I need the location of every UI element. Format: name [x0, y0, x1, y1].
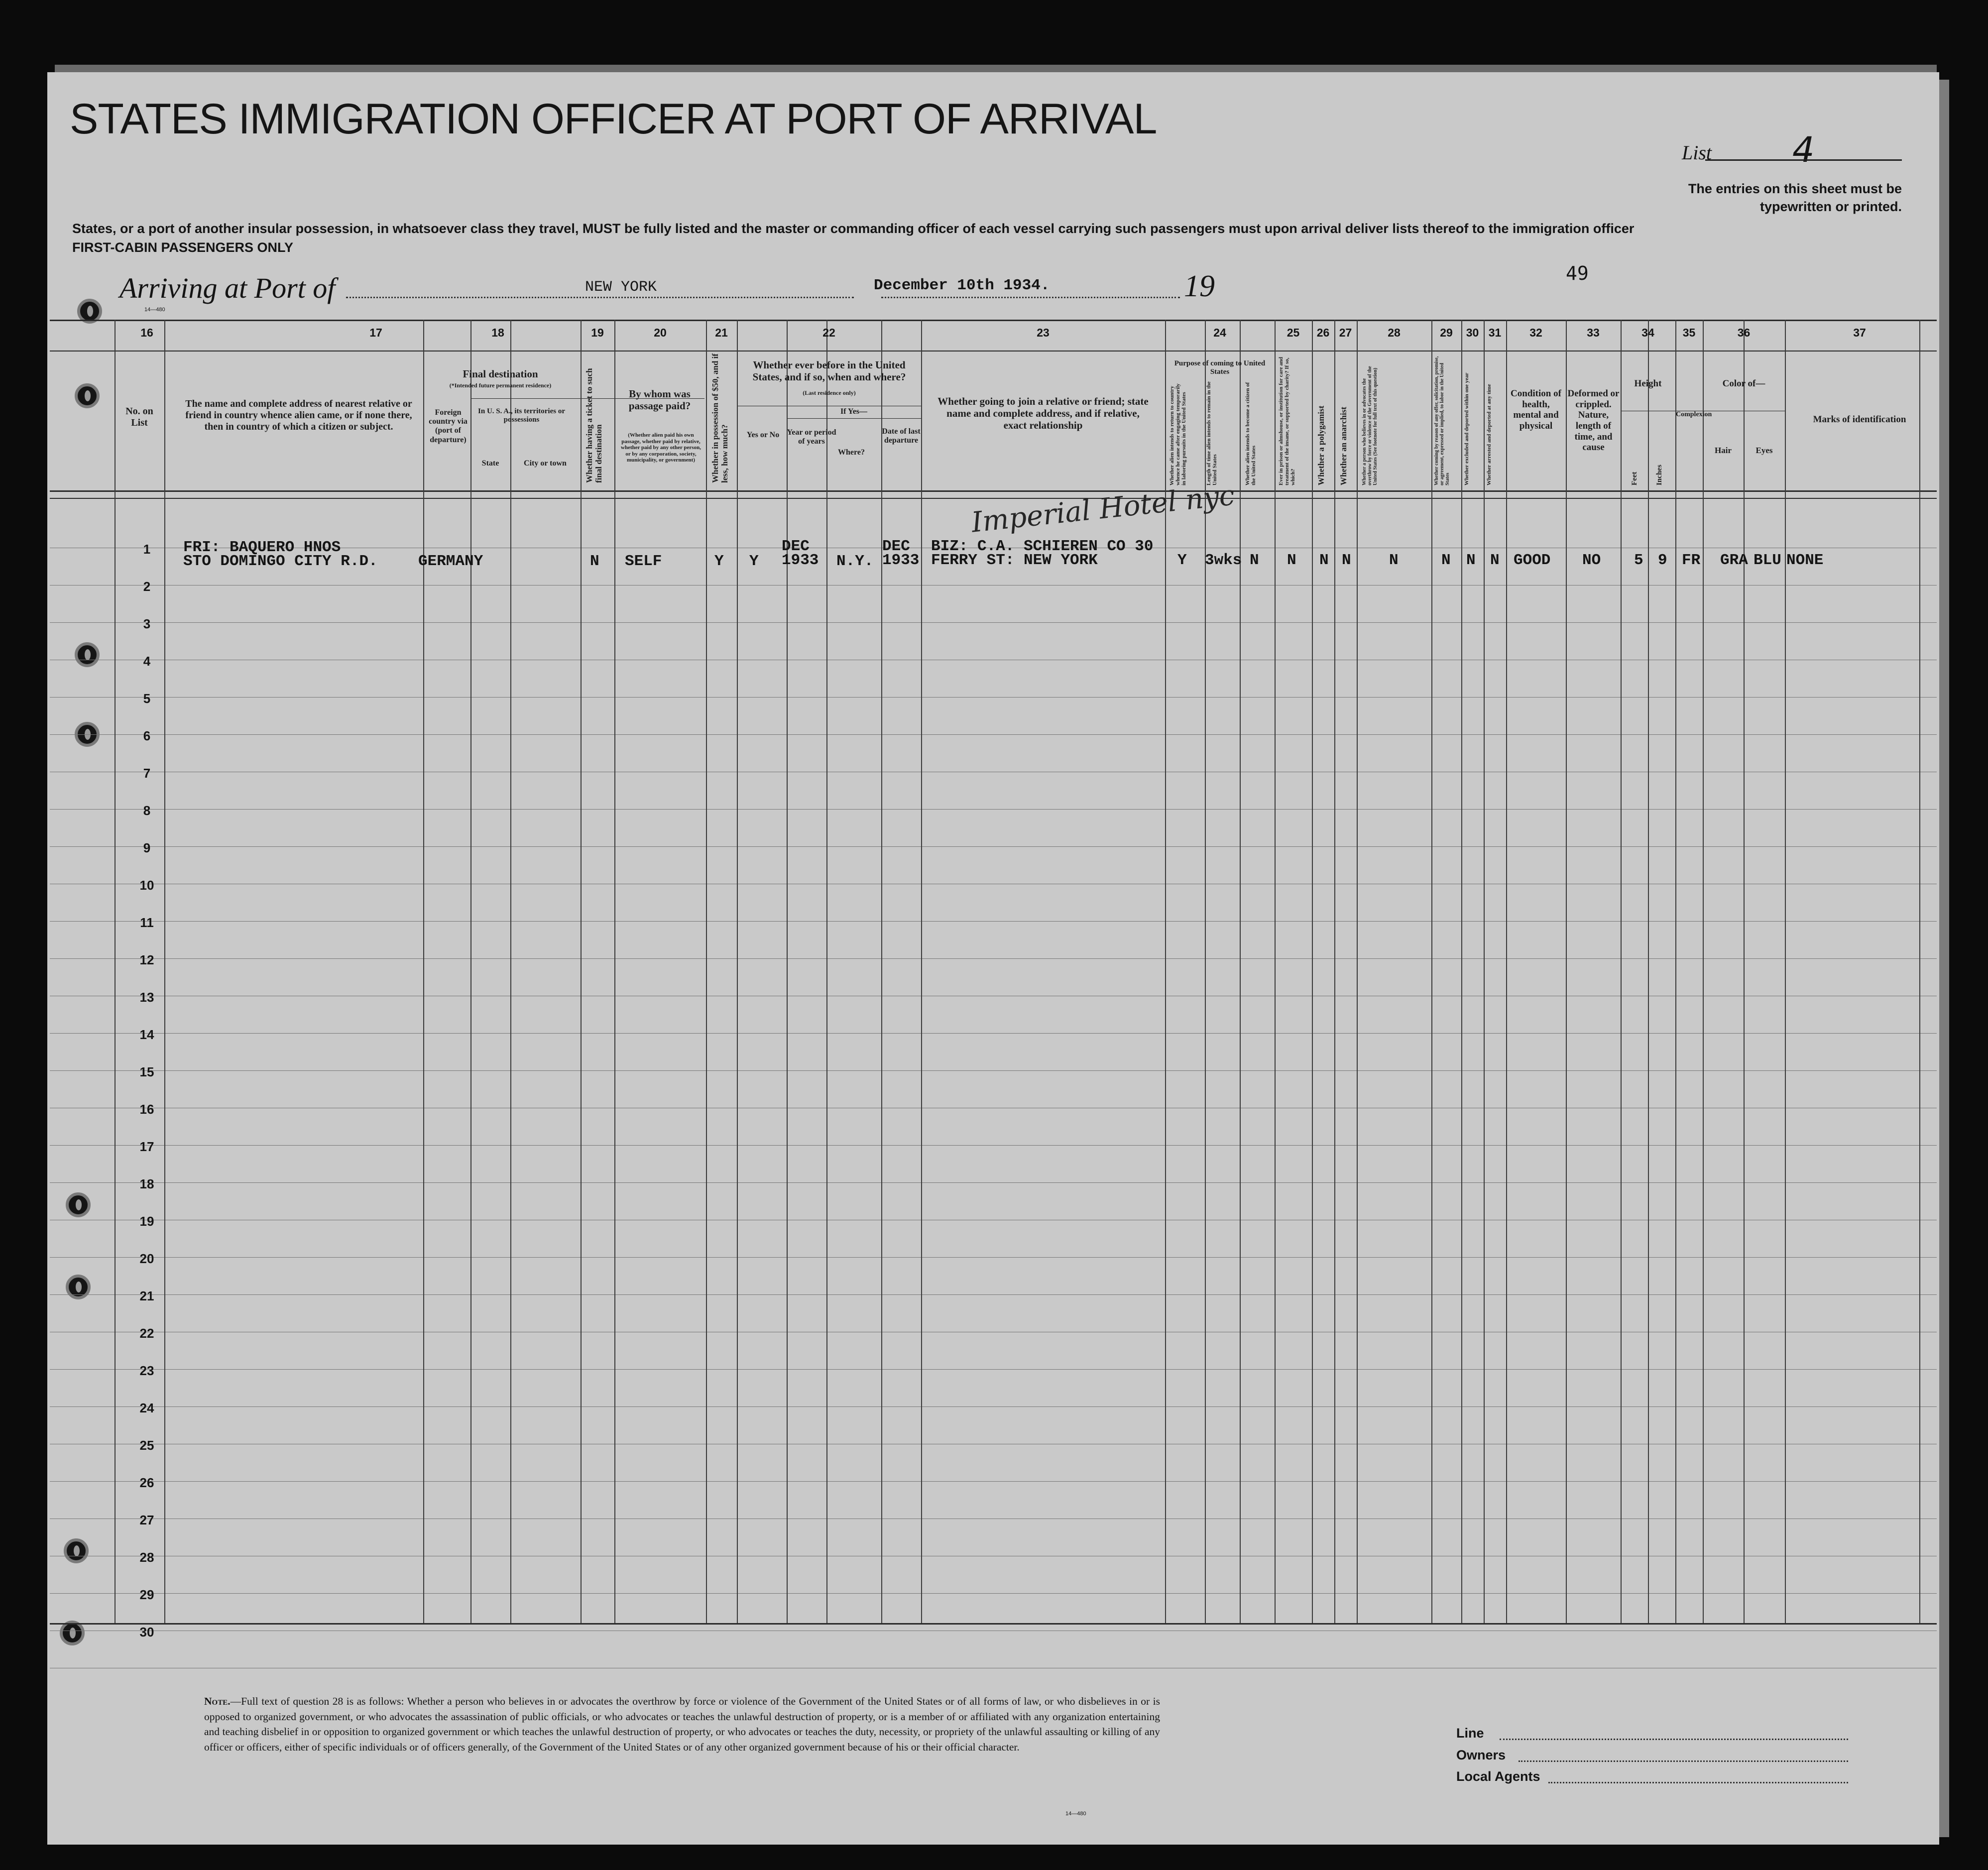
header-c24-c: Whether alien intends to become a citizen of the United States	[1245, 382, 1257, 485]
column-rule	[1919, 320, 1920, 1623]
row-number: 13	[139, 990, 154, 1005]
column-rule	[1785, 320, 1786, 1623]
row-number: 20	[139, 1251, 154, 1266]
entry-excluded: N	[1466, 552, 1476, 569]
list-label: List	[1682, 141, 1712, 164]
column-rule	[1334, 320, 1335, 1623]
row-rule	[50, 1033, 1937, 1034]
row-number: 5	[143, 691, 151, 706]
header-bottom-border-2	[50, 498, 1937, 499]
port-dotted-line	[346, 297, 854, 298]
header-c24-a: Whether alien intends to return to country whence he came after engaging temporarily in laboring pursuits in the United States	[1169, 383, 1187, 485]
list-number: 4	[1792, 129, 1815, 170]
header-c36-title: Color of—	[1722, 378, 1765, 389]
entry-height-inches: 9	[1658, 552, 1667, 569]
row-number: 28	[139, 1550, 154, 1565]
entry-return-intent: Y	[1177, 552, 1187, 569]
table-top-border	[50, 320, 1937, 321]
row-number: 24	[139, 1401, 154, 1415]
column-rule	[826, 320, 827, 1623]
column-rule	[510, 320, 511, 1623]
header-c34-feet: Feet	[1631, 471, 1638, 485]
header-c22-where: Where?	[838, 448, 865, 457]
header-c22-title: Whether ever before in the United States, and if so, when and where?	[752, 359, 906, 383]
row-rule	[50, 846, 1937, 847]
entry-deported: N	[1490, 552, 1500, 569]
header-c22-date: Date of last departure	[882, 427, 921, 445]
header-c36-eyes: Eyes	[1755, 446, 1773, 455]
row-number: 18	[139, 1176, 154, 1191]
column-number: 18	[491, 326, 504, 339]
column-number: 31	[1488, 326, 1502, 339]
intro-text: States, or a port of another insular possession, in whatsoever class they travel, MUST be fully listed and the master or commanding officer of each vessel carrying such passengers must upon arrival deliver lists thereof to the immigration officer	[72, 221, 1635, 236]
entry-date-line1: DEC	[882, 538, 910, 555]
column-rule	[470, 320, 471, 1623]
note-label: Note.	[204, 1695, 231, 1707]
column-number: 32	[1529, 326, 1542, 339]
row-rule	[50, 1294, 1937, 1295]
column-number: 19	[591, 326, 604, 339]
row-number: 8	[143, 803, 151, 818]
row-number: 27	[139, 1513, 154, 1527]
binder-hole	[66, 1192, 91, 1217]
row-number: 22	[139, 1326, 154, 1341]
column-number: 22	[822, 326, 835, 339]
column-rule	[706, 320, 707, 1623]
row-number: 6	[143, 728, 151, 743]
binder-hole	[64, 1538, 89, 1563]
column-number: 33	[1587, 326, 1600, 339]
column-number: 36	[1737, 326, 1751, 339]
row-number: 11	[140, 915, 154, 930]
entry-q28: N	[1389, 552, 1399, 569]
entry-join-line2: FERRY ST: NEW YORK	[931, 552, 1098, 569]
column-number: 16	[140, 326, 153, 339]
header-c18-foreign: Foreign country via (port of departure)	[429, 408, 468, 444]
row-number: 25	[139, 1438, 154, 1453]
row-number: 2	[143, 579, 151, 594]
column-rule	[115, 320, 116, 1623]
entry-hair: GRA	[1720, 552, 1748, 569]
header-c17: The name and complete address of nearest relative or friend in country whence alien came, or if none there, then in country of which a citizen or subject.	[185, 398, 412, 432]
row-rule	[50, 1593, 1937, 1594]
column-rule	[881, 320, 882, 1623]
entry-relative-line1: FRI: BAQUERO HNOS	[183, 539, 341, 556]
port-value: NEW YORK	[585, 279, 657, 296]
header-c37: Marks of identification	[1813, 414, 1906, 425]
entry-year-line2: 1933	[782, 552, 819, 569]
entry-eyes: BLU	[1754, 552, 1781, 569]
column-rule	[921, 320, 922, 1623]
footnote-q28	[204, 1694, 1160, 1754]
column-rule	[1312, 320, 1313, 1623]
header-c20-sub: (Whether alien paid his own passage, whether paid by relative, whether paid by any other person, or by any corporation, society, municipality, or government)	[621, 432, 701, 464]
row-rule	[50, 1182, 1937, 1183]
year-prefix: 19	[1184, 269, 1215, 303]
entry-marks: NONE	[1786, 552, 1824, 569]
row-number: 9	[143, 840, 151, 855]
list-underline	[1705, 159, 1902, 161]
column-number: 37	[1853, 326, 1866, 339]
form-title: STATES IMMIGRATION OFFICER AT PORT OF ARRIVAL	[70, 95, 1157, 143]
header-c24-b: Length of time alien intends to remain in the United States	[1206, 381, 1218, 485]
column-rule	[1566, 320, 1567, 1623]
column-number: 29	[1440, 326, 1453, 339]
column-rule	[581, 320, 582, 1623]
column-number: 30	[1466, 326, 1479, 339]
line-label: Line	[1456, 1726, 1484, 1741]
entry-prison: N	[1287, 552, 1296, 569]
entry-citizen-intent: N	[1250, 552, 1259, 569]
row-number: 1	[143, 542, 151, 557]
row-rule	[50, 1257, 1937, 1258]
column-rule	[737, 320, 738, 1623]
header-c23: Whether going to join a relative or friend; state name and complete address, and if relative, exact relationship	[937, 395, 1149, 431]
header-c19: Whether having a ticket to such final destination	[585, 368, 603, 483]
entry-polygamist: N	[1319, 552, 1329, 569]
header-c25: Ever in prison or almshouse, or institution for care and treatment of the insane, or supported by charity? If so, which?	[1278, 356, 1296, 485]
entry-foreign-country: GERMANY	[418, 553, 483, 570]
entry-deformed: NO	[1582, 552, 1601, 569]
row-rule	[50, 921, 1937, 922]
date-value: December 10th 1934.	[874, 277, 1050, 294]
entry-labor-offer: N	[1441, 552, 1451, 569]
column-number: 23	[1037, 326, 1050, 339]
column-number: 34	[1641, 326, 1654, 339]
arriving-label: Arriving at Port of	[119, 272, 336, 304]
column-rule	[614, 320, 615, 1623]
column-rule	[1240, 320, 1241, 1623]
header-c32: Condition of health, mental and physical	[1511, 388, 1561, 431]
column-rule	[164, 320, 165, 1623]
header-c18-city: City or town	[524, 459, 567, 468]
header-c18-sub: (*Intended future permanent residence)	[449, 382, 552, 389]
column-rule	[1675, 320, 1676, 1623]
column-number: 25	[1286, 326, 1300, 339]
column-number: 26	[1316, 326, 1330, 339]
header-c21: Whether in possession of $50, and if less, how much?	[710, 353, 729, 483]
header-c22-if-yes: If Yes—	[840, 407, 868, 416]
row-number: 26	[139, 1475, 154, 1490]
header-c20-title: By whom was passage paid?	[628, 388, 691, 412]
column-rule	[423, 320, 424, 1623]
form-code-bottom: 14—480	[1065, 1811, 1086, 1817]
column-number: 27	[1339, 326, 1352, 339]
header-c28: Whether a person who believes in or advocates the overthrow by force or violence of the Government of the United States (See footnote for full text of this question)	[1362, 366, 1378, 485]
header-c24-title: Purpose of coming to United States	[1174, 359, 1266, 376]
row-rule	[50, 1369, 1937, 1370]
row-rule	[50, 1145, 1937, 1146]
column-rule	[1484, 320, 1485, 1623]
row-rule	[50, 1070, 1937, 1071]
header-no-on-list: No. on List	[125, 406, 153, 428]
column-number: 24	[1213, 326, 1226, 339]
row-number: 16	[139, 1102, 154, 1117]
first-cabin-label: FIRST-CABIN PASSENGERS ONLY	[72, 240, 294, 255]
column-number: 28	[1388, 326, 1401, 339]
row-rule	[50, 622, 1937, 623]
column-number: 35	[1682, 326, 1696, 339]
row-number: 14	[139, 1027, 154, 1042]
column-rule	[1621, 320, 1622, 1623]
owners-label: Owners	[1456, 1748, 1506, 1762]
column-rule	[1431, 320, 1432, 1623]
local-agents-label: Local Agents	[1456, 1769, 1540, 1784]
agents-dotted	[1548, 1782, 1848, 1783]
header-c33: Deformed or crippled. Nature, length of time, and cause	[1567, 388, 1620, 453]
row-number: 10	[139, 878, 154, 893]
entry-height-feet: 5	[1634, 552, 1643, 569]
column-rule	[1703, 320, 1704, 1623]
header-bottom-border	[50, 490, 1937, 492]
owners-dotted	[1519, 1760, 1848, 1762]
binder-hole	[75, 642, 100, 667]
column-rule	[787, 320, 788, 1623]
row-number: 15	[139, 1064, 154, 1079]
top-right-number: 49	[1566, 262, 1589, 284]
column-rule	[1275, 320, 1276, 1623]
column-rule	[1744, 320, 1745, 1623]
header-c22-yes-no: Yes or No	[746, 431, 780, 439]
header-c34-inches: Inches	[1655, 465, 1663, 485]
header-c18-state: State	[481, 459, 499, 468]
header-c22-year: Year or period of years	[787, 428, 836, 446]
column-rule	[1506, 320, 1507, 1623]
row-rule	[50, 809, 1937, 810]
entry-relative-line2: STO DOMINGO CITY R.D.	[183, 553, 378, 570]
entry-join-line1: BIZ: C.A. SCHIEREN CO 30	[931, 538, 1154, 555]
line-dotted	[1500, 1739, 1848, 1740]
row-number: 29	[139, 1587, 154, 1602]
date-dotted-line	[881, 297, 1180, 298]
form-code-top: 14—480	[144, 307, 165, 313]
column-rule	[1648, 320, 1649, 1623]
entry-length-of-stay: 3wks	[1205, 552, 1242, 569]
header-c34-title: Height	[1634, 378, 1662, 389]
header-c35: Complexion	[1676, 411, 1712, 418]
entry-anarchist: N	[1342, 552, 1351, 569]
row-number: 30	[139, 1625, 154, 1639]
column-rule	[1205, 320, 1206, 1623]
note-text: —Full text of question 28 is as follows: Whether a person who believes in or advocates the overthrow by force or violence of the Government of the United States or of all forms of law, or who disbelieves in or is opposed to organized government, or who advocates the assassination of public officials, or who advocates or teaches the unlawful destruction of property, or is a member of or affiliated with any organization entertaining and teaching disbelief in or opposition to organized government or which teaches the unlawful destruction of property, or who advocates or teaches the duty, necessity, or propriety of the unlawful assaulting or killing of any officer or officers, either of specific individuals or of officers generally, of the Government of the United States or of any other organized government because of his or their official character.	[204, 1695, 1160, 1753]
column-rule	[1357, 320, 1358, 1623]
row-rule	[50, 1481, 1937, 1482]
header-c26: Whether a polygamist	[1316, 405, 1326, 485]
row-rule	[50, 958, 1937, 959]
binder-hole	[75, 383, 100, 408]
column-rule	[1461, 320, 1462, 1623]
entry-complexion: FR	[1682, 552, 1701, 569]
column-number: 17	[369, 326, 382, 339]
header-c22-sub: (Last residence only)	[803, 389, 856, 396]
row-rule	[50, 1406, 1937, 1407]
row-number: 23	[139, 1363, 154, 1378]
entry-year-line1: DEC	[782, 538, 810, 555]
header-c18-usa: In U. S. A., its territories or possessions	[478, 407, 565, 424]
header-c29: Whether coming by reason of any offer, solicitation, promise, or agreement, expressed or implied, to labor in the United States	[1434, 356, 1450, 485]
header-c36-hair: Hair	[1715, 446, 1732, 455]
c22-sub-line	[787, 418, 921, 419]
table-bottom-border	[50, 1623, 1937, 1625]
entry-date-line2: 1933	[882, 552, 920, 569]
entry-before-in-us: Y	[749, 553, 759, 570]
entry-where: N.Y.	[836, 553, 874, 570]
row-number: 12	[139, 952, 154, 967]
header-c27: Whether an anarchist	[1339, 406, 1348, 485]
column-number: 21	[715, 326, 728, 339]
row-rule	[50, 697, 1937, 698]
entry-ticket: N	[590, 553, 599, 570]
entry-health: GOOD	[1514, 552, 1551, 569]
row-number: 7	[143, 766, 151, 781]
header-c30: Whether excluded and deported within one year	[1464, 372, 1470, 485]
row-number: 4	[143, 654, 151, 669]
header-c18-title: Final destination	[463, 368, 538, 380]
row-number: 3	[143, 616, 151, 631]
entry-passage-paid: SELF	[625, 553, 662, 570]
binder-hole	[66, 1275, 91, 1299]
header-c31: Whether arrested and deported at any time	[1486, 384, 1492, 485]
row-rule	[50, 734, 1937, 735]
entry-fifty-dollars: Y	[714, 553, 724, 570]
column-number: 20	[654, 326, 667, 339]
handwritten-hotel-note: Imperial Hotel nyc	[970, 479, 1236, 539]
row-number: 21	[139, 1288, 154, 1303]
instruction-text: The entries on this sheet must be typewritten or printed.	[1688, 181, 1902, 214]
row-number: 17	[139, 1139, 154, 1154]
row-number: 19	[139, 1214, 154, 1229]
